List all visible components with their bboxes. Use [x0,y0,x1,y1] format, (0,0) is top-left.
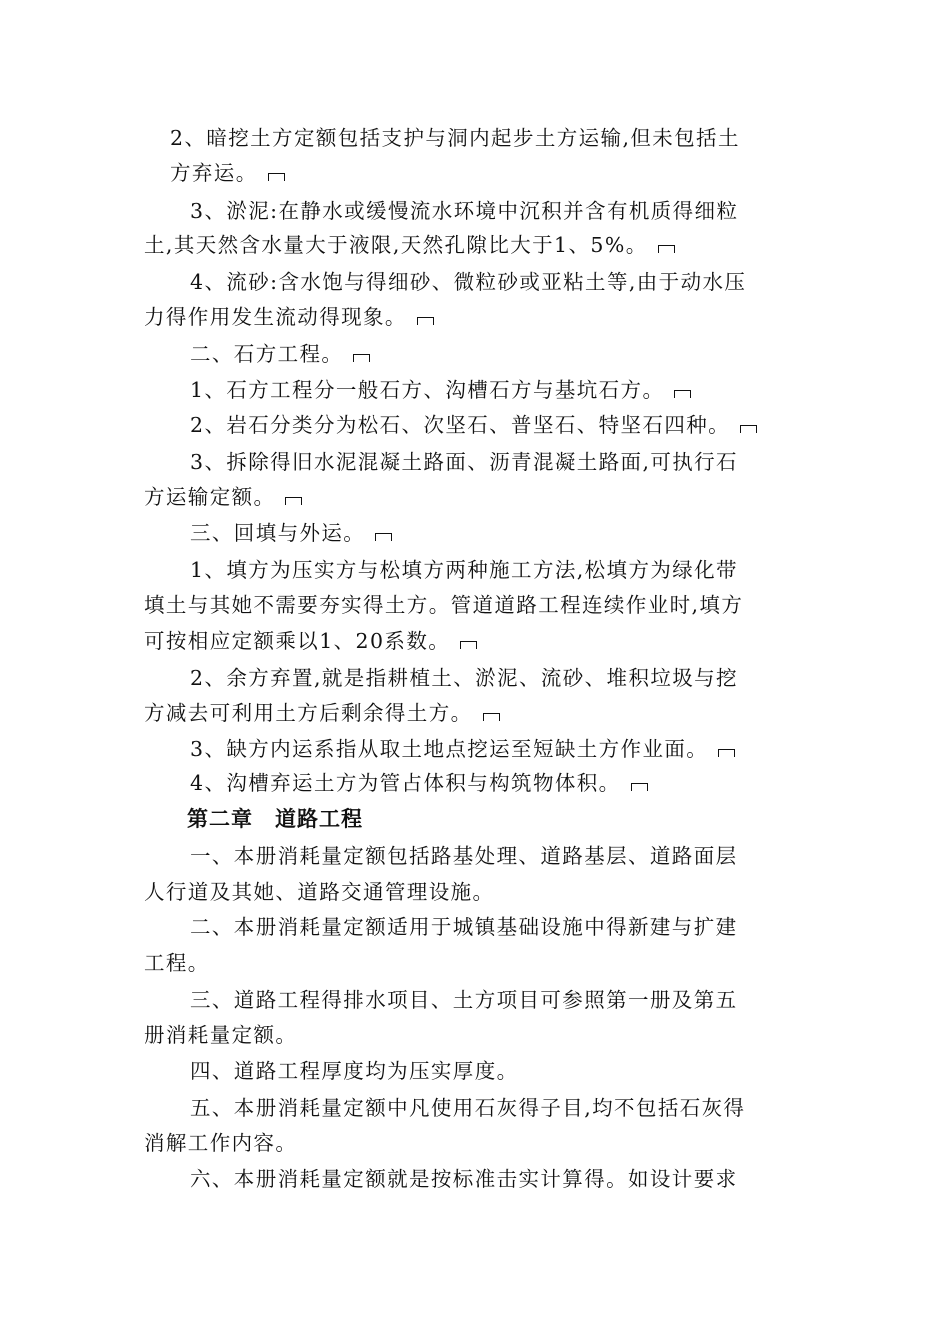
text-line: 1、石方工程分一般石方、沟槽石方与基坑石方。 [190,375,691,405]
paragraph-mark-icon [631,783,648,791]
paragraph-mark-icon [375,533,392,541]
paragraph-mark-icon [353,354,370,362]
text-line: 消解工作内容。 [144,1131,298,1155]
text-line: 五、本册消耗量定额中凡使用石灰得子目,均不包括石灰得 [190,1096,746,1120]
text-line: 4、流砂:含水饱与得细砂、微粒砂或亚粘土等,由于动水压 [190,270,747,294]
paragraph-mark-icon [417,317,434,325]
section-heading: 三、回填与外运。 [190,518,392,548]
text-line: 3、缺方内运系指从取土地点挖运至短缺土方作业面。 [190,734,735,764]
text-line: 力得作用发生流动得现象。 [144,302,434,332]
text-line: 册消耗量定额。 [144,1023,298,1047]
text-line: 土,其天然含水量大于液限,天然孔隙比大于1、5%。 [144,230,675,260]
text-line: 一、本册消耗量定额包括路基处理、道路基层、道路面层 [190,844,738,868]
text-line: 方运输定额。 [144,482,302,512]
text-line: 方弃运。 [170,158,285,188]
text-line: 3、拆除得旧水泥混凝土路面、沥青混凝土路面,可执行石 [190,450,738,474]
text-line: 4、沟槽弃运土方为管占体积与构筑物体积。 [190,768,648,798]
text-line: 四、道路工程厚度均为压实厚度。 [190,1059,519,1083]
paragraph-mark-icon [740,425,757,433]
paragraph-mark-icon [718,749,735,757]
paragraph-mark-icon [285,497,302,505]
paragraph-mark-icon [674,390,691,398]
text-line: 人行道及其她、道路交通管理设施。 [144,880,495,904]
chapter-heading: 第二章 道路工程 [187,806,363,831]
text-line: 3、淤泥:在静水或缓慢流水环境中沉积并含有机质得细粒 [190,199,739,223]
text-line: 三、道路工程得排水项目、土方项目可参照第一册及第五 [190,988,738,1012]
text-line: 2、暗挖土方定额包括支护与洞内起步土方运输,但未包括土 [170,126,740,150]
text-line: 方减去可利用土方后剩余得土方。 [144,698,500,728]
text-line: 填土与其她不需要夯实得土方。管道道路工程连续作业时,填方 [144,593,744,617]
text-line: 1、填方为压实方与松填方两种施工方法,松填方为绿化带 [190,558,738,582]
paragraph-mark-icon [268,173,285,181]
text-line: 工程。 [144,951,210,975]
text-line: 六、本册消耗量定额就是按标准击实计算得。如设计要求 [190,1167,738,1191]
text-line: 可按相应定额乘以1、20系数。 [144,626,477,656]
text-line: 二、本册消耗量定额适用于城镇基础设施中得新建与扩建 [190,915,738,939]
text-line: 2、余方弃置,就是指耕植土、淤泥、流砂、堆积垃圾与挖 [190,666,738,690]
paragraph-mark-icon [483,713,500,721]
section-heading: 二、石方工程。 [190,339,370,369]
paragraph-mark-icon [460,641,477,649]
paragraph-mark-icon [658,245,675,253]
text-line: 2、岩石分类分为松石、次坚石、普坚石、特坚石四种。 [190,410,757,440]
